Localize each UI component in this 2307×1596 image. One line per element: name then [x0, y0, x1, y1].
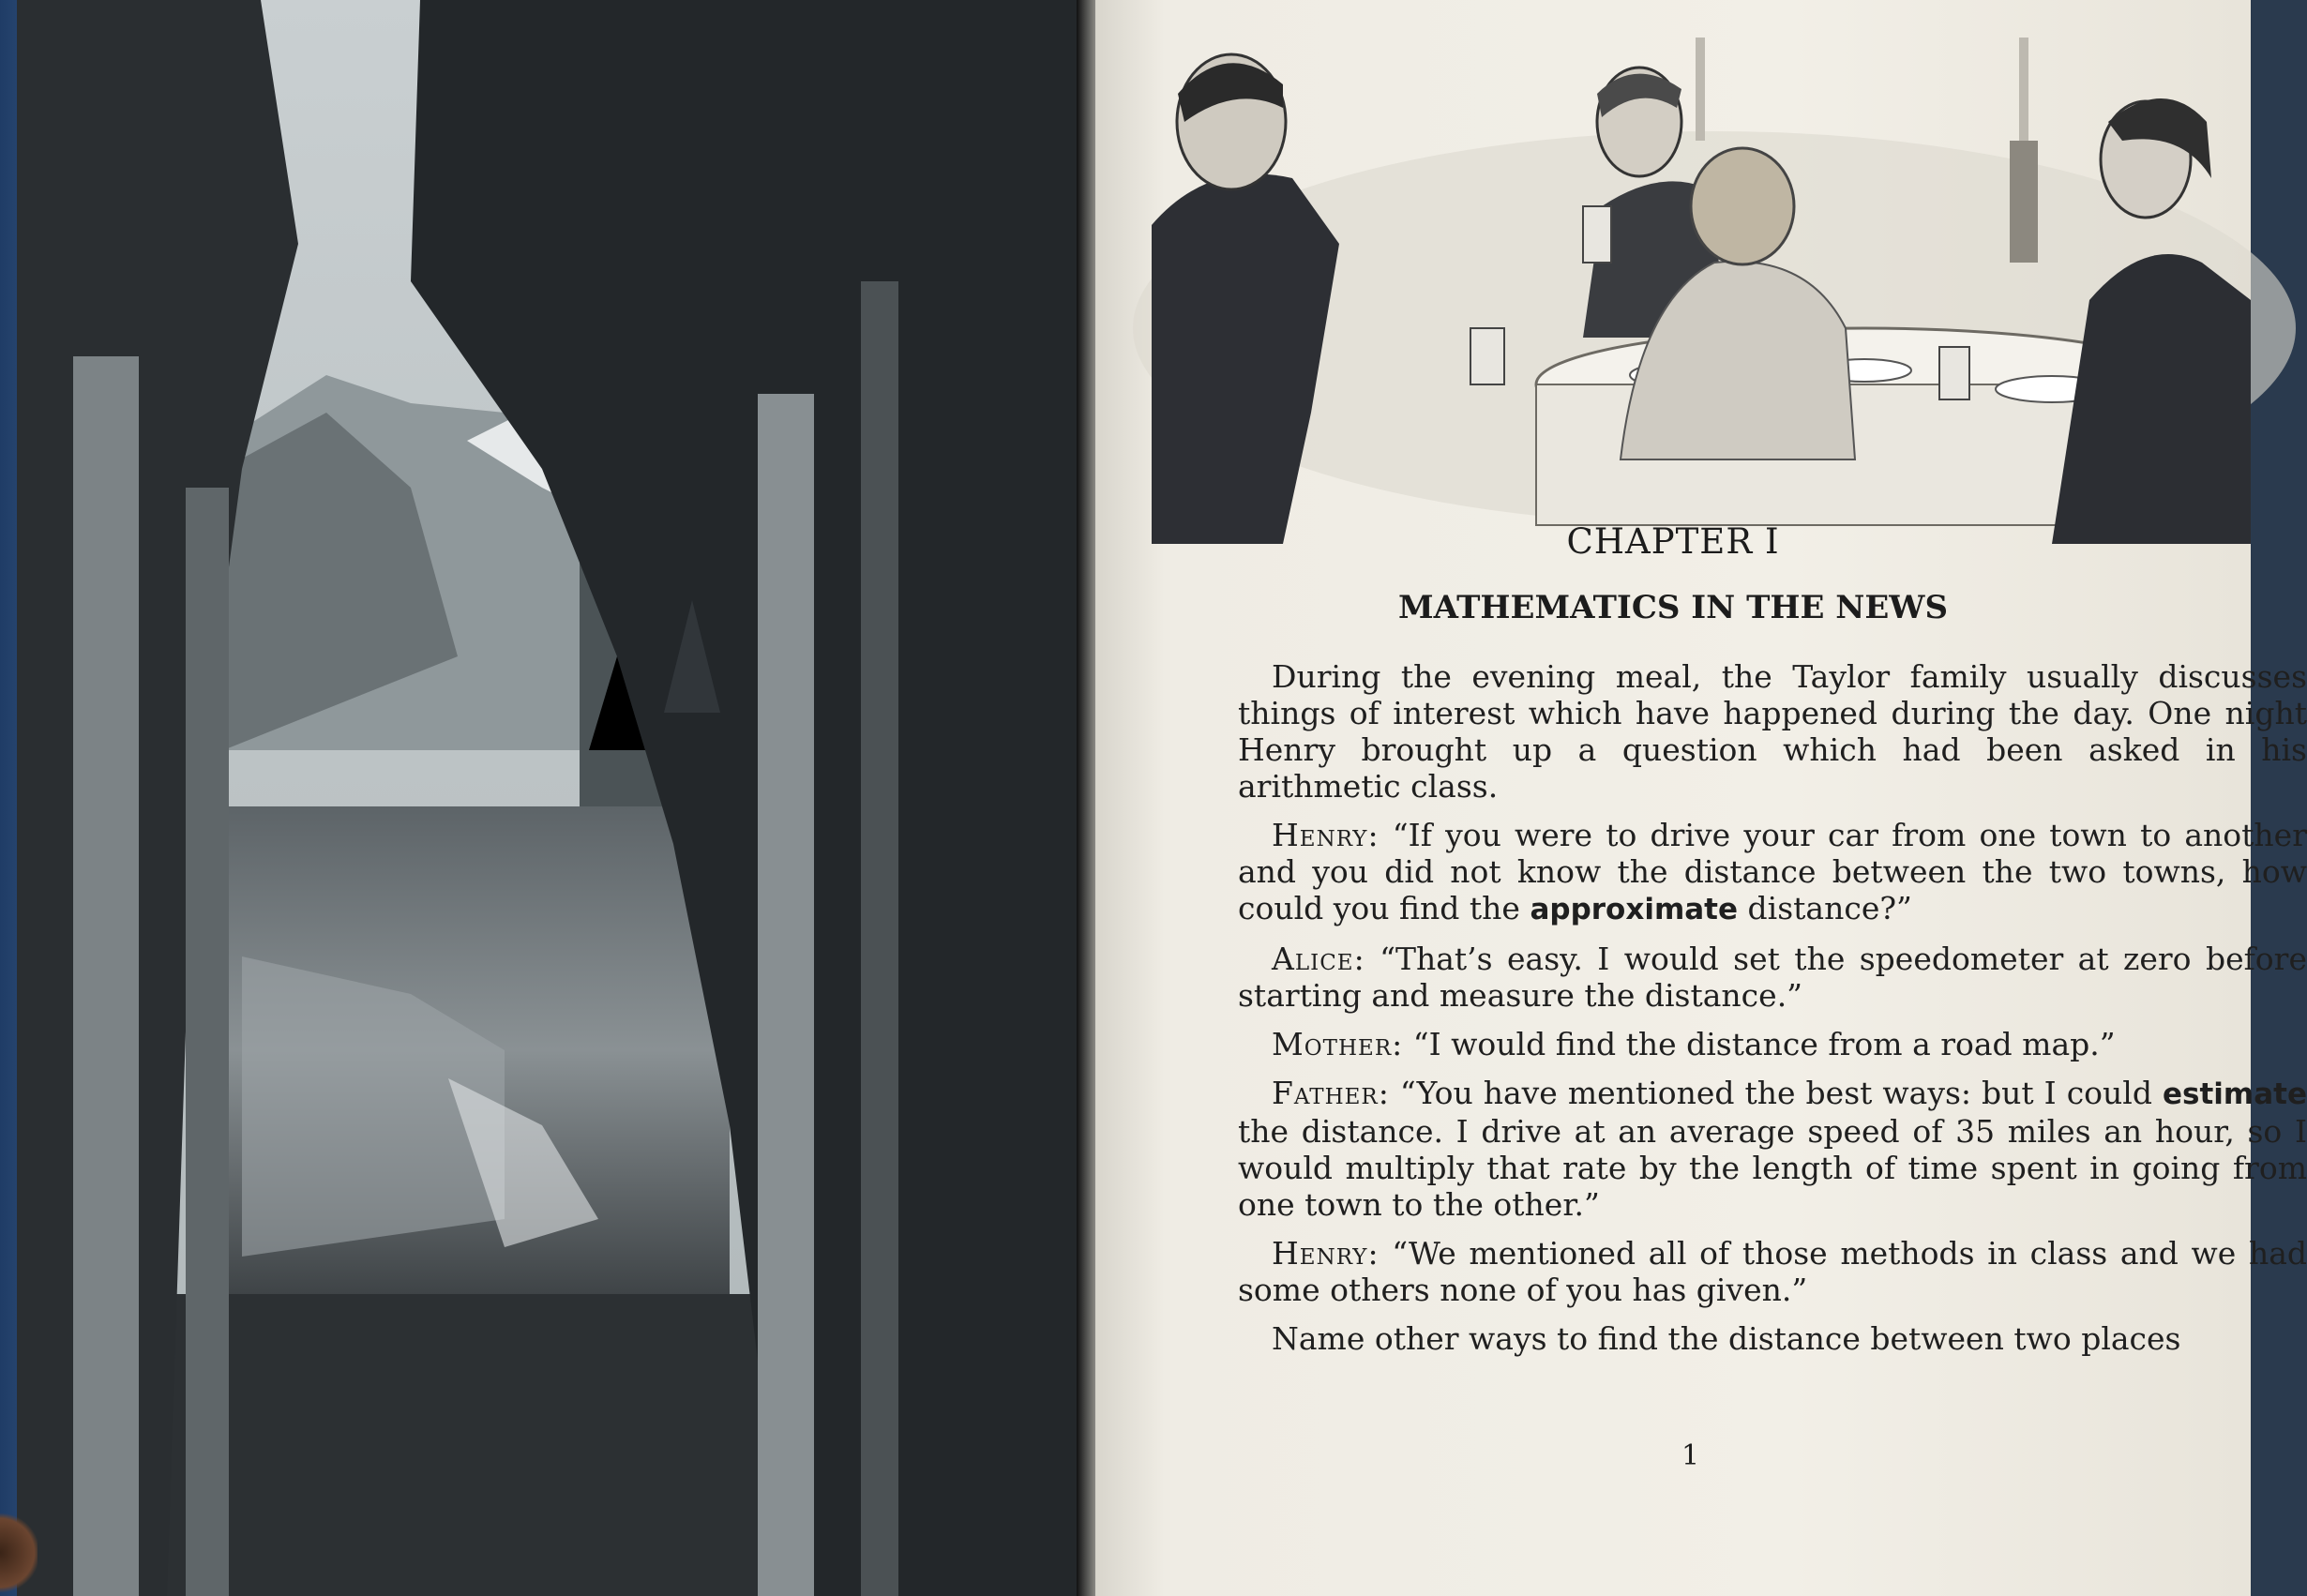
- term-estimate: estimate: [2163, 1077, 2307, 1111]
- family-dinner-drawing: [1095, 19, 2251, 544]
- exercise-text: Name other ways to find the distance between two places: [1272, 1320, 2181, 1357]
- paragraph-mother: [1238, 1026, 2307, 1062]
- chapter-title: CHAPTER I: [1566, 521, 1780, 562]
- speaker-mother: Mother:: [1272, 1026, 1404, 1062]
- paragraph-exercise: [1238, 1320, 2307, 1357]
- henry-question-text-b: distance?”: [1747, 890, 1912, 926]
- paragraph-father: [1238, 1075, 2307, 1223]
- speaker-alice: Alice:: [1272, 941, 1365, 977]
- speaker-henry: Henry:: [1272, 817, 1380, 853]
- alice-text: “That’s easy. I would set the speedometer at zero before starting and measure the distance.”: [1238, 941, 2307, 1014]
- speaker-father: Father:: [1272, 1075, 1390, 1111]
- father-text-a: “You have mentioned the best ways: but I could: [1399, 1075, 2152, 1111]
- landscape-photo: [17, 0, 1086, 1596]
- term-approximate: approximate: [1530, 893, 1739, 926]
- henry-question-text-a: “If you were to drive your car from one town to another and you did not know the distance between the two towns, how could you find the: [1238, 817, 2307, 926]
- mountain-lake-image: [17, 0, 1086, 1596]
- paragraph-henry-question: [1238, 817, 2307, 928]
- mother-text: “I would find the distance from a road map.”: [1412, 1026, 2116, 1062]
- father-text-b: the distance. I drive at an average speed of 35 miles an hour, so I would multiply that rate by the length of time spent in going from one town to the other.”: [1238, 1113, 2307, 1223]
- henry-reply-text: “We mentioned all of those methods in class and we had some others none of you has given.”: [1238, 1235, 2307, 1308]
- chapter-body: [1238, 658, 2307, 1369]
- paragraph-intro: [1238, 658, 2307, 805]
- chapter-subtitle: MATHEMATICS IN THE NEWS: [1397, 589, 1949, 626]
- paragraph-alice: [1238, 941, 2307, 1014]
- paragraph-intro-text: During the evening meal, the Taylor family usually discusses things of interest which have happened during the day. One night Henry brought up a question which had been asked in his arithmetic class.: [1238, 658, 2307, 805]
- page-number: 1: [1681, 1439, 1700, 1472]
- thumb-shadow: [0, 1510, 38, 1596]
- speaker-henry-2: Henry:: [1272, 1235, 1380, 1272]
- right-page: [1095, 0, 2307, 1596]
- paragraph-henry-reply: [1238, 1235, 2307, 1308]
- left-page: [0, 0, 1088, 1596]
- dinner-illustration: [1095, 19, 2251, 544]
